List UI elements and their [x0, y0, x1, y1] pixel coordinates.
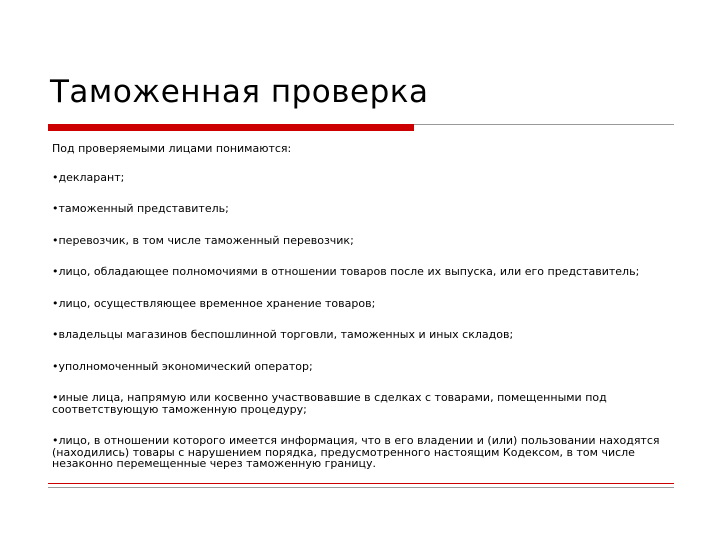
list-item: •лицо, в отношении которого имеется информация, что в его владении и (или) пользовании находятся (находились) товары с нарушением порядка, предусмотренного настоящим Кодексом, в том числе незаконно перемещенные через таможенную границу.	[52, 434, 660, 470]
list-item: •уполномоченный экономический оператор;	[52, 359, 313, 373]
list-item: •лицо, обладающее полномочиями в отношении товаров после их выпуска, или его представитель;	[52, 265, 640, 278]
intro-text: Под проверяемыми лицами понимаются:	[52, 142, 292, 155]
footer-accent-rule	[48, 483, 674, 484]
slide-body	[52, 143, 672, 490]
list-item: •перевозчик, в том числе таможенный перевозчик;	[52, 233, 354, 247]
list-item: •владельцы магазинов беспошлинной торговли, таможенных и иных складов;	[52, 328, 514, 341]
list-item: •иные лица, напрямую или косвенно участвовавшие в сделках с товарами, помещенными под соответствующую таможенную процедуру;	[52, 391, 607, 416]
list-item: •лицо, осуществляющее временное хранение товаров;	[52, 296, 376, 310]
slide-title: Таможенная проверка	[50, 74, 429, 110]
footer-rule	[48, 487, 674, 488]
list-item: •таможенный представитель;	[52, 202, 229, 215]
title-rule	[414, 124, 674, 125]
title-accent-bar	[48, 124, 414, 131]
list-item: •декларант;	[52, 170, 125, 184]
